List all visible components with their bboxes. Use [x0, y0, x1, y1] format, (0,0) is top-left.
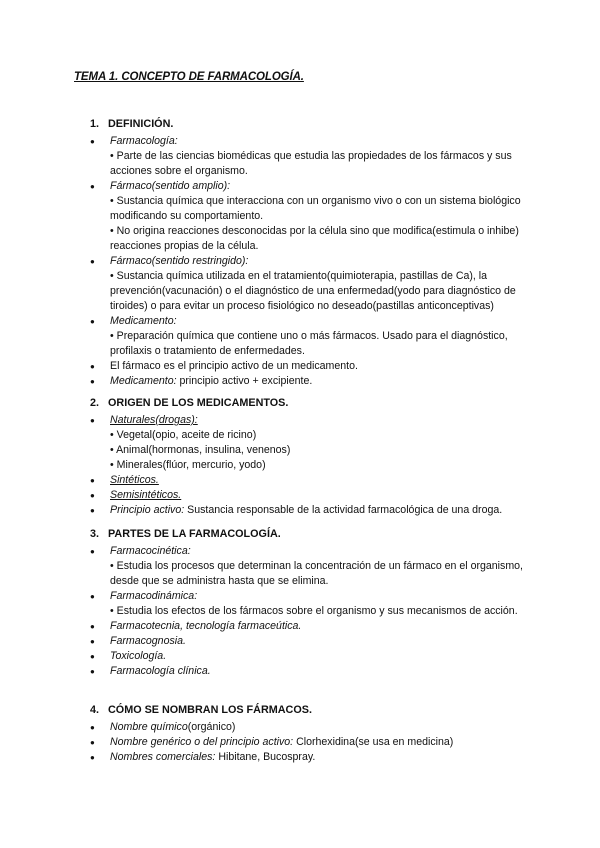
- item-term: Fármaco(sentido amplio):: [110, 180, 231, 192]
- item-detail: • Preparación química que contiene uno o más fármacos. Usado para el diagnóstico, profilaxis o tratamiento de enfermedades.: [110, 330, 508, 357]
- item-term: Farmacodinámica:: [110, 590, 198, 602]
- list-item: [90, 649, 550, 664]
- section-heading: [90, 396, 550, 411]
- bullet-list: [90, 544, 550, 679]
- section-definicion: [90, 117, 550, 389]
- item-text: El fármaco es el principio activo de un medicamento.: [110, 360, 358, 372]
- list-item: [90, 254, 550, 314]
- list-item: [90, 735, 550, 750]
- section-heading: [90, 117, 550, 132]
- list-item: [90, 374, 550, 389]
- item-term: Naturales(drogas):: [110, 414, 198, 426]
- section-number: 3.: [90, 528, 100, 540]
- section-heading: [90, 527, 550, 542]
- list-item: [90, 134, 550, 179]
- bullet-list: [90, 720, 550, 765]
- item-detail: • Minerales(flúor, mercurio, yodo): [110, 459, 266, 471]
- item-detail: • Parte de las ciencias biomédicas que estudia las propiedades de los fármacos y sus acciones sobre el organismo.: [110, 150, 512, 177]
- list-item: [90, 413, 550, 473]
- item-text: Clorhexidina(se usa en medicina): [293, 736, 454, 748]
- item-term: Toxicología.: [110, 650, 167, 662]
- item-term: Farmacología clínica.: [110, 665, 211, 677]
- list-item: [90, 314, 550, 359]
- item-detail: • Vegetal(opio, aceite de ricino): [110, 429, 257, 441]
- item-text: Sustancia responsable de la actividad farmacológica de una droga.: [184, 504, 503, 516]
- item-detail: • Animal(hormonas, insulina, venenos): [110, 444, 291, 456]
- item-detail: • Estudia los efectos de los fármacos sobre el organismo y sus mecanismos de acción.: [110, 605, 518, 617]
- list-item: [90, 359, 550, 374]
- item-term: Nombre genérico o del principio activo:: [110, 736, 294, 748]
- bullet-list: [90, 134, 550, 389]
- list-item: [90, 179, 550, 254]
- item-detail: • Sustancia química utilizada en el tratamiento(quimioterapia, pastillas de Ca), la prevención(vacunación) o el diagnóstico de una enfermedad(yodo para diagnóstico de tiroides) o para evitar un proceso fisiológico no deseado(pastillas anticonceptivas): [110, 270, 516, 312]
- item-term: Sintéticos.: [110, 474, 159, 486]
- section-nombres: [90, 703, 550, 765]
- section-origen: [90, 396, 550, 518]
- item-term: Farmacología:: [110, 135, 178, 147]
- item-term: Nombre químico: [110, 721, 188, 733]
- section-number: 2.: [90, 397, 100, 409]
- list-item: [90, 589, 550, 619]
- page-title: TEMA 1. CONCEPTO DE FARMACOLOGÍA.: [74, 71, 304, 83]
- list-item: [90, 619, 550, 634]
- item-text: principio activo + excipiente.: [176, 375, 313, 387]
- list-item: [90, 664, 550, 679]
- section-number: 1.: [90, 118, 100, 130]
- item-detail: • Estudia los procesos que determinan la concentración de un fármaco en el organismo, desde que se administra hasta que se elimina.: [110, 560, 523, 587]
- item-term: Farmacognosia.: [110, 635, 186, 647]
- list-item: [90, 750, 550, 765]
- item-term: Medicamento:: [110, 315, 177, 327]
- section-number: 4.: [90, 704, 100, 716]
- item-term: Fármaco(sentido restringido):: [110, 255, 249, 267]
- item-text: (orgánico): [187, 721, 236, 733]
- list-item: [90, 473, 550, 488]
- item-term: Medicamento:: [110, 375, 177, 387]
- item-term: Principio activo:: [110, 504, 185, 516]
- list-item: [90, 503, 550, 518]
- item-term: Nombres comerciales:: [110, 751, 216, 763]
- item-text: Hibitane, Bucospray.: [215, 751, 316, 763]
- bullet-list: [90, 413, 550, 518]
- section-heading: [90, 703, 550, 718]
- item-term: Farmacocinética:: [110, 545, 191, 557]
- section-title: ORIGEN DE LOS MEDICAMENTOS.: [108, 397, 289, 409]
- item-detail: • Sustancia química que interacciona con un organismo vivo o con un sistema biológico modificando su comportamiento.: [110, 195, 521, 222]
- section-title: PARTES DE LA FARMACOLOGÍA.: [108, 528, 281, 540]
- item-term: Farmacotecnia, tecnología farmaceútica.: [110, 620, 302, 632]
- section-title: DEFINICIÓN.: [108, 118, 174, 130]
- item-term: Semisintéticos.: [110, 489, 182, 501]
- list-item: [90, 488, 550, 503]
- item-detail: • No origina reacciones desconocidas por la célula sino que modifica(estimula o inhibe) reacciones propias de la célula.: [110, 225, 519, 252]
- section-partes: [90, 527, 550, 679]
- list-item: [90, 720, 550, 735]
- list-item: [90, 634, 550, 649]
- section-title: CÓMO SE NOMBRAN LOS FÁRMACOS.: [108, 704, 312, 716]
- list-item: [90, 544, 550, 589]
